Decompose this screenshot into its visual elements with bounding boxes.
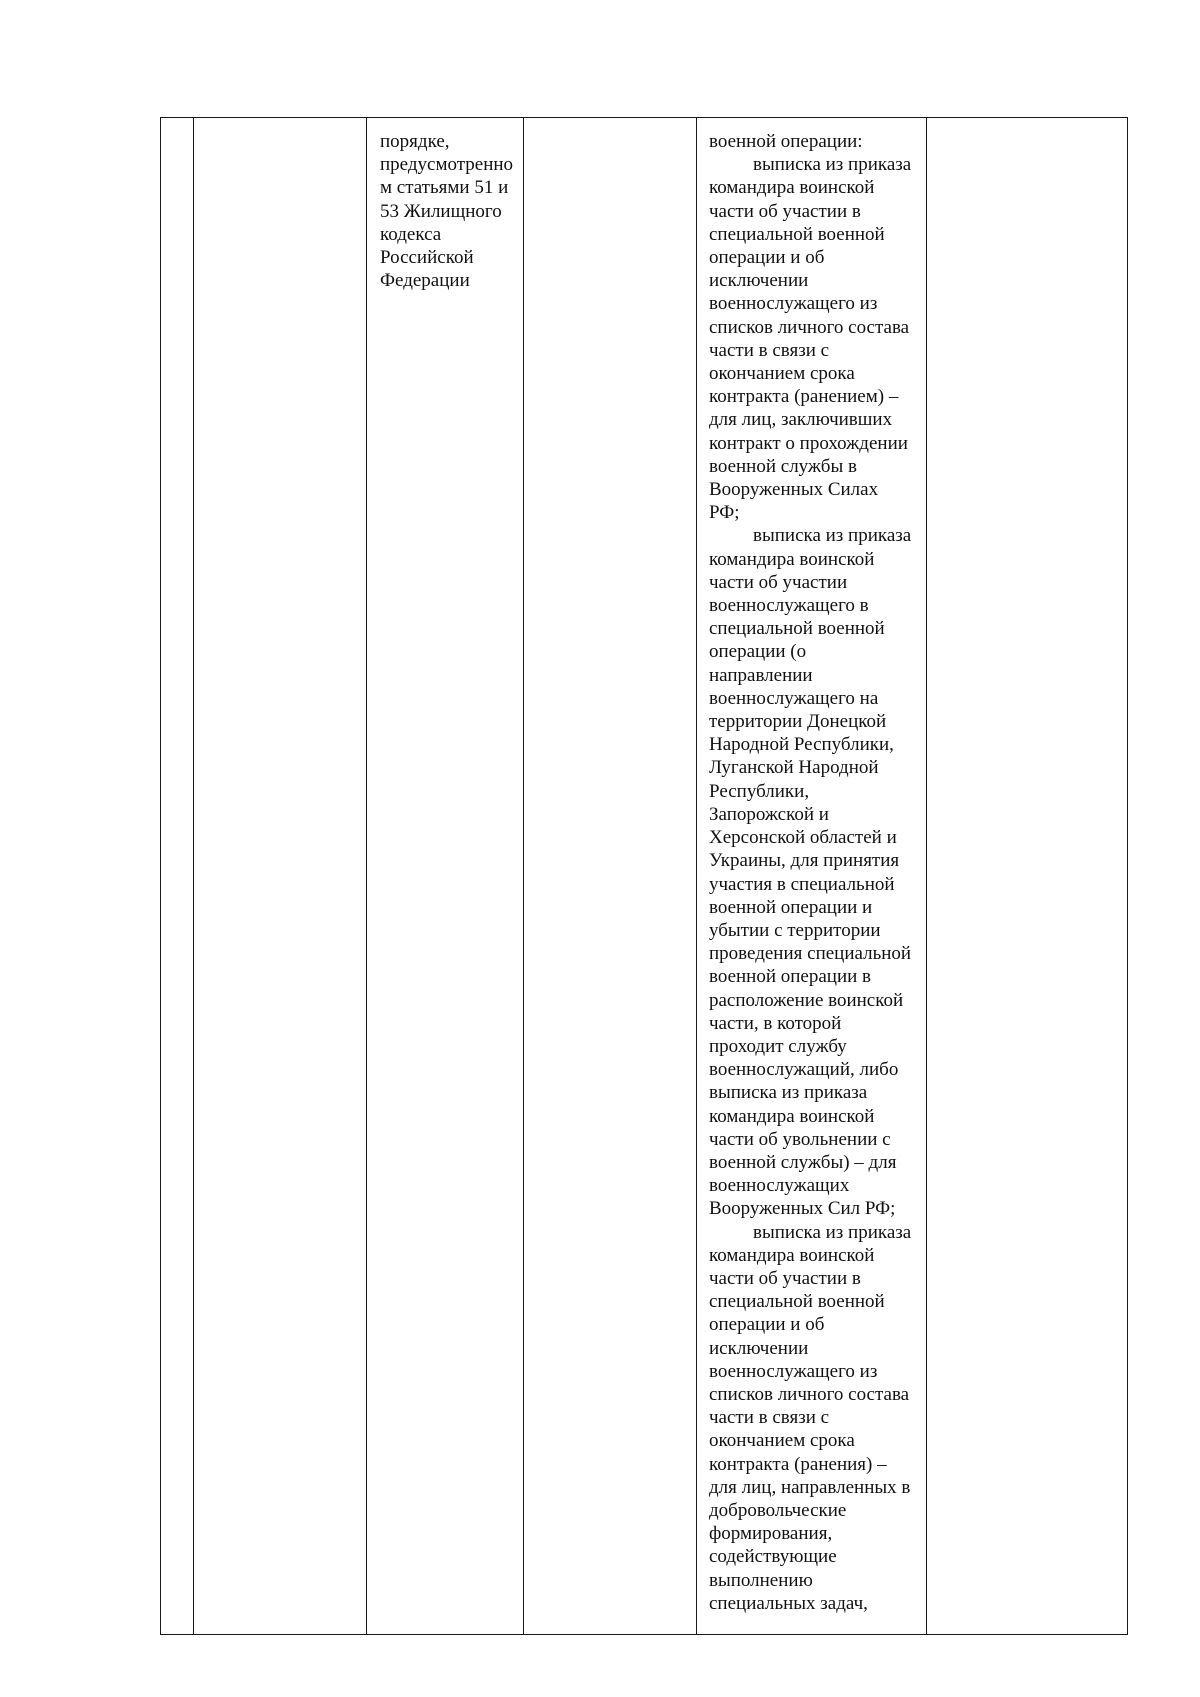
- cell-legal-basis: [380, 130, 513, 292]
- cell-legal-basis-text: порядке, предусмотренно м статьями 51 и 53 Жилищного кодекса Российской Федерации: [380, 131, 514, 292]
- documents-paragraph: выписка из приказа командира воинской части об участии в специальной военной операции и об исключении военнослужащего из списков личного состава части в связи с окончанием срока контракта (ранения) – для лиц, направленных в добровольческие формирования, содействующие выполнению специальных задач,: [709, 1221, 912, 1614]
- documents-paragraph: выписка из приказа командира воинской части об участии военнослужащего в специальной военной операции (о направлении военнослужащего на территории Донецкой Народной Республики, Луганской Народной Республики, Запорожской и Херсонской областей и Украины, для принятия участия в специальной военной операции и убытии с территории проведения специальной военной операции в расположение воинской части, в которой проходит службу военнослужащий, либо выписка из приказа командира воинской части об увольнении с военной службы) – для военнослужащих Вооруженных Сил РФ;: [709, 525, 912, 1220]
- column-divider: [523, 118, 524, 1634]
- documents-paragraph: военной операции:: [709, 131, 863, 152]
- document-table: [160, 117, 1128, 1635]
- documents-paragraph: выписка из приказа командира воинской части об участии в специальной военной операции и об исключении военнослужащего из списков личного состава части в связи с окончанием срока контракта (ранением) – для лиц, заключивших контракт о прохождении военной службы в Вооруженных Силах РФ;: [709, 154, 912, 524]
- column-divider: [193, 118, 194, 1634]
- column-divider: [696, 118, 697, 1634]
- column-divider: [366, 118, 367, 1634]
- column-divider: [926, 118, 927, 1634]
- cell-required-documents: [709, 130, 911, 1615]
